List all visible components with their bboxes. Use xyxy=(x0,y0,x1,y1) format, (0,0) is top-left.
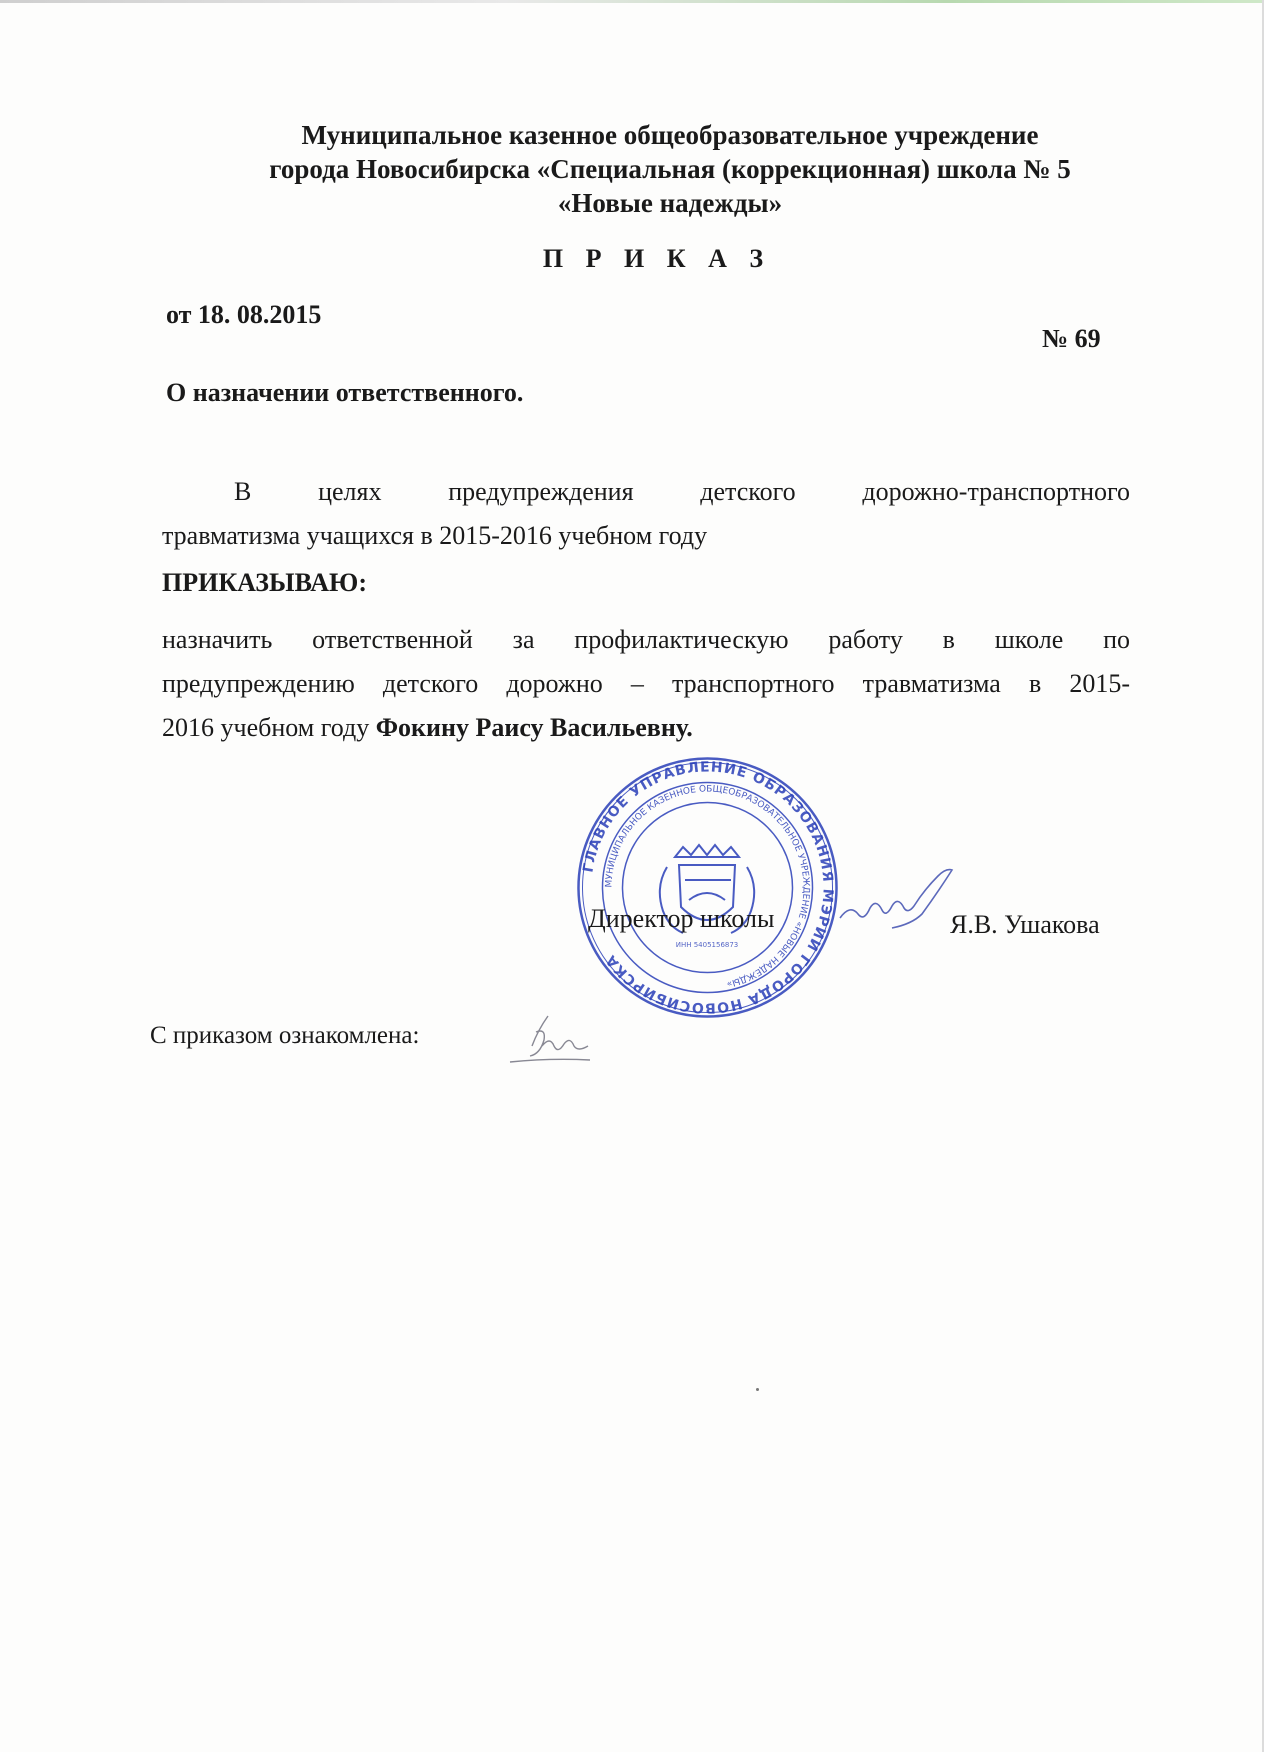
director-signature xyxy=(836,866,966,936)
header-line-2: города Новосибирска «Специальная (коррекционная) школа № 5 xyxy=(269,154,1071,184)
order-line-3 xyxy=(162,706,1130,750)
purpose-line-1: В целях предупреждения детского дорожно-транспортного xyxy=(234,477,1130,506)
director-label: Директор школы xyxy=(588,904,775,933)
order-line-1: назначить ответственной за профилактическую работу в школе по xyxy=(162,625,1130,654)
svg-text:ГЛАВНОЕ УПРАВЛЕНИЕ ОБРАЗОВАНИЯ: ГЛАВНОЕ УПРАВЛЕНИЕ ОБРАЗОВАНИЯ МЭРИИ ГОРОДА НОВОСИБИРСКА xyxy=(580,759,836,1016)
order-subject: О назначении ответственного. xyxy=(166,378,524,407)
header-line-1: Муниципальное казенное общеобразовательное учреждение xyxy=(301,120,1039,150)
order-line-3-prefix: 2016 учебном году xyxy=(162,713,370,742)
order-word: ПРИКАЗЫВАЮ: xyxy=(162,568,367,597)
order-line-2: предупреждению детского дорожно – транспортного травматизма в 2015- xyxy=(162,669,1130,698)
header-line-3: «Новые надежды» xyxy=(557,188,783,218)
official-stamp-seal xyxy=(575,755,840,1020)
institution-header xyxy=(240,118,1100,220)
document-title: П Р И К А З xyxy=(542,244,772,273)
director-name: Я.В. Ушакова xyxy=(950,910,1100,939)
scan-top-edge xyxy=(0,0,1264,3)
purpose-paragraph xyxy=(162,470,1130,558)
purpose-line-2: травматизма учащихся в 2015-2016 учебном году xyxy=(162,521,708,550)
order-date: от 18. 08.2015 xyxy=(166,300,322,329)
order-number: № 69 xyxy=(1042,324,1101,353)
acquainted-label: С приказом ознакомлена: xyxy=(150,1022,420,1049)
svg-text:МУНИЦИПАЛЬНОЕ КАЗЕННОЕ ОБЩЕОБР: МУНИЦИПАЛЬНОЕ КАЗЕННОЕ ОБЩЕОБРАЗОВАТЕЛЬНОЕ УЧРЕЖДЕНИЕ «НОВЫЕ НАДЕЖДЫ» xyxy=(604,784,811,989)
acquaintance-signature xyxy=(508,1010,618,1070)
order-paragraph xyxy=(162,618,1130,750)
svg-text:ИНН 5405156873: ИНН 5405156873 xyxy=(675,941,739,949)
responsible-person: Фокину Раису Васильевну. xyxy=(375,713,693,742)
scan-speck xyxy=(756,1388,759,1391)
